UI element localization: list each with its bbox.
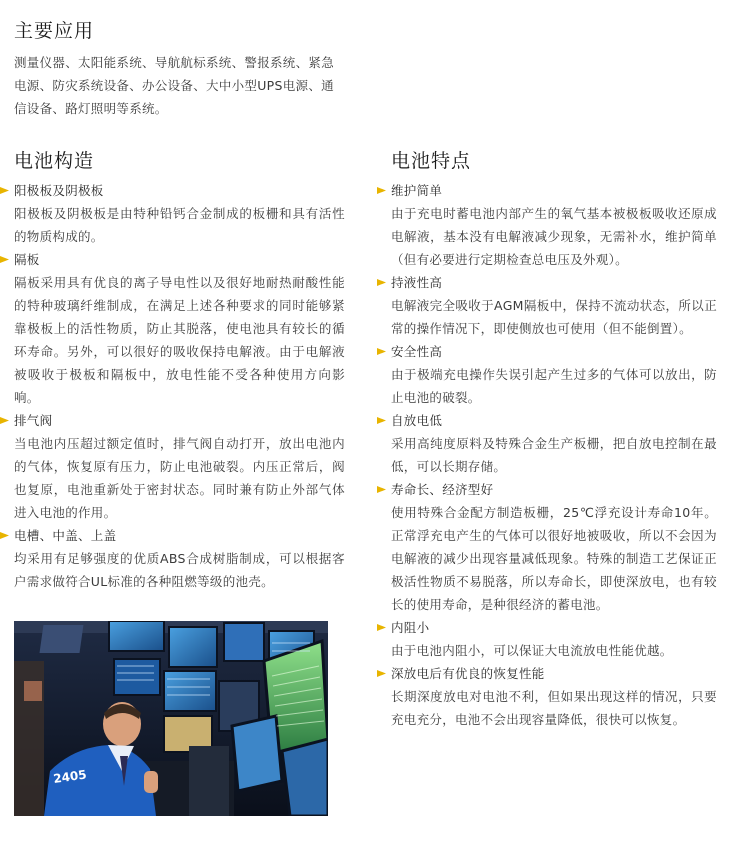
item-label: 内阻小 <box>391 620 430 635</box>
arrow-bullet-icon <box>0 532 9 539</box>
feature-item-long-life <box>377 478 717 616</box>
item-body: 长期深度放电对电池不利，但如果出现这样的情况，只要充电充分，电池不会出现容量降低，很快可以恢复。 <box>391 689 717 727</box>
item-body: 电解液完全吸收于AGM隔板中，保持不流动状态，所以正常的操作情况下，即使侧放也可使用（但不能倒置）。 <box>391 298 717 336</box>
item-label: 隔板 <box>14 252 40 267</box>
item-label: 电槽、中盖、上盖 <box>14 528 117 543</box>
arrow-bullet-icon <box>377 417 386 424</box>
arrow-bullet-icon <box>377 187 386 194</box>
item-label: 深放电后有优良的恢复性能 <box>391 666 545 681</box>
feature-item-self-discharge <box>377 409 717 478</box>
arrow-bullet-icon <box>377 624 386 631</box>
construction-list <box>0 179 345 593</box>
construction-item-separator <box>0 248 345 409</box>
feature-item-recovery <box>377 662 717 731</box>
item-body: 由于充电时蓄电池内部产生的氧气基本被极板吸收还原成电解液，基本没有电解液减少现象，无需补水，维护简单（但有必要进行定期检查总电压及外观）。 <box>391 206 717 267</box>
trading-floor-illustration <box>14 621 328 816</box>
construction-item-valve <box>0 409 345 524</box>
battery-features-title: 电池特点 <box>391 150 472 172</box>
arrow-bullet-icon <box>0 256 9 263</box>
item-label: 自放电低 <box>391 413 443 428</box>
item-label: 排气阀 <box>14 413 53 428</box>
features-list <box>377 179 717 731</box>
jacket-badge-text: 2405 <box>52 767 88 786</box>
feature-item-liquid-retention <box>377 271 717 340</box>
item-label: 维护简单 <box>391 183 443 198</box>
arrow-bullet-icon <box>377 279 386 286</box>
arrow-bullet-icon <box>0 187 9 194</box>
trading-floor-photo <box>14 621 328 816</box>
item-label: 阳极板及阴极板 <box>14 183 104 198</box>
item-body: 当电池内压超过额定值时，排气阀自动打开，放出电池内的气体，恢复原有压力，防止电池破裂。内压正常后，阀也复原，电池重新处于密封状态。同时兼有防止外部气体进入电池的作用。 <box>14 436 345 520</box>
arrow-bullet-icon <box>0 417 9 424</box>
item-body: 阳极板及阴极板是由特种铅钙合金制成的板栅和具有活性的物质构成的。 <box>14 206 345 244</box>
item-body: 采用高纯度原料及特殊合金生产板栅，把自放电控制在最低，可以长期存储。 <box>391 436 717 474</box>
arrow-bullet-icon <box>377 486 386 493</box>
feature-item-maintenance <box>377 179 717 271</box>
item-body: 由于极端充电操作失误引起产生过多的气体可以放出，防止电池的破裂。 <box>391 367 717 405</box>
feature-item-safety <box>377 340 717 409</box>
construction-item-case <box>0 524 345 593</box>
arrow-bullet-icon <box>377 348 386 355</box>
main-applications-title: 主要应用 <box>14 20 95 42</box>
feature-item-low-resistance <box>377 616 717 662</box>
item-body: 隔板采用具有优良的离子导电性以及很好地耐热耐酸性能的特种玻璃纤维制成，在满足上述各种要求的同时能够紧靠极板上的活性物质，防止其脱落，使电池具有较长的循环寿命。另外，可以很好的吸收保持电解液。由于电解液被吸收于极板和隔板中，放电性能不受各种使用方向影响。 <box>14 275 345 405</box>
construction-item-plates <box>0 179 345 248</box>
arrow-bullet-icon <box>377 670 386 677</box>
item-label: 持液性高 <box>391 275 443 290</box>
main-applications-text: 测量仪器、太阳能系统、导航航标系统、警报系统、紧急电源、防灾系统设备、办公设备、大中小型UPS电源、通信设备、路灯照明等系统。 <box>14 55 335 116</box>
item-body: 均采用有足够强度的优质ABS合成树脂制成，可以根据客户需求做符合UL标准的各种阻燃等级的池壳。 <box>14 551 345 589</box>
item-body: 由于电池内阻小，可以保证大电流放电性能优越。 <box>391 643 673 658</box>
battery-construction-title: 电池构造 <box>14 150 95 172</box>
item-label: 寿命长、经济型好 <box>391 482 494 497</box>
item-body: 使用特殊合金配方制造板栅，25℃浮充设计寿命10年。正常浮充电产生的气体可以很好地被吸收，所以不会因为电解液的减少出现容量减低现象。特殊的制造工艺保证正极活性物质不易脱落，所以寿命长，即使深放电，也有较长的使用寿命，是种很经济的蓄电池。 <box>391 505 717 612</box>
item-label: 安全性高 <box>391 344 443 359</box>
